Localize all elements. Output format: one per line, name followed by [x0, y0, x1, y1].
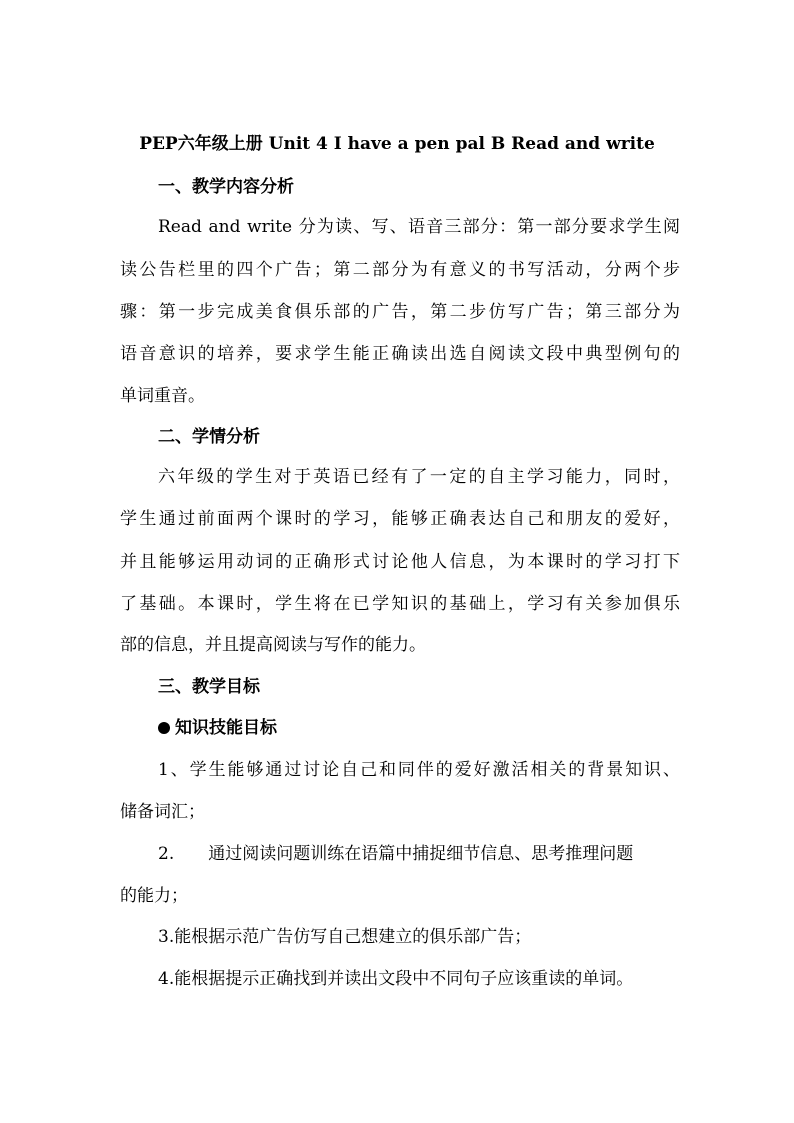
subheading-knowledge-skills [158, 716, 680, 740]
goal-item-2-line-1 [158, 842, 680, 866]
document-title: PEP六年级上册 Unit 4 I have a pen pal B Read and write [139, 134, 655, 154]
paragraph-line: 并且能够运用动词的正确形式讨论他人信息，为本课时的学习打下 [120, 552, 680, 572]
goal-item-1-line-2: 储备词汇； [120, 802, 205, 822]
paragraph-line: 部的信息，并且提高阅读与写作的能力。 [120, 635, 426, 655]
paragraph-line: 了基础。本课时，学生将在已学知识的基础上，学习有关参加俱乐 [120, 594, 680, 614]
goal-item-3: 3.能根据示范广告仿写自己想建立的俱乐部广告； [158, 927, 532, 947]
section-heading-teaching-goals: 三、教学目标 [158, 677, 260, 697]
paragraph-line: Read and write 分为读、写、语音三部分：第一部分要求学生阅 [158, 217, 680, 237]
paragraph-line: 读公告栏里的四个广告；第二部分为有意义的书写活动，分两个步 [120, 260, 680, 280]
goal-item-1-line-1: 1、学生能够通过讨论自己和同伴的爱好激活相关的背景知识、 [158, 760, 680, 780]
section-heading-student-analysis: 二、学情分析 [158, 427, 260, 447]
section-heading-content-analysis: 一、教学内容分析 [158, 177, 294, 197]
paragraph-line: 单词重音。 [120, 386, 205, 406]
goal-item-2-line-2: 的能力； [120, 886, 188, 906]
goal-item-2-text: 通过阅读问题训练在语篇中捕捉细节信息、思考推理问题 [208, 844, 634, 864]
goal-item-2-number: 2. [158, 844, 175, 864]
paragraph-line: 六年级的学生对于英语已经有了一定的自主学习能力，同时， [158, 467, 680, 487]
goal-item-4: 4.能根据提示正确找到并读出文段中不同句子应该重读的单词。 [158, 969, 634, 989]
paragraph-line: 骤：第一步完成美食俱乐部的广告，第二步仿写广告；第三部分为 [120, 302, 680, 322]
bullet-icon [158, 722, 170, 734]
paragraph-line: 学生通过前面两个课时的学习，能够正确表达自己和朋友的爱好， [120, 509, 680, 529]
paragraph-line: 语音意识的培养，要求学生能正确读出选自阅读文段中典型例句的 [120, 344, 680, 364]
subheading-text: 知识技能目标 [175, 718, 277, 738]
